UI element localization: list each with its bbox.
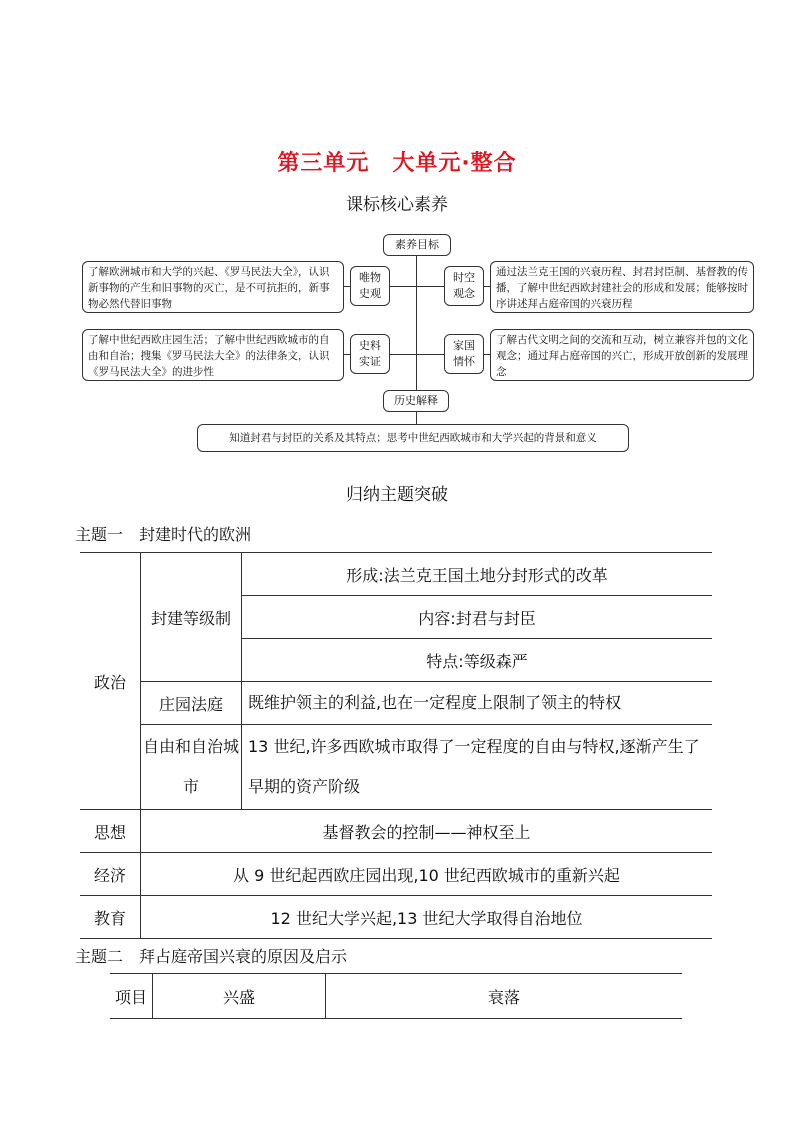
table-row [80,853,712,896]
theme2-heading: 主题二 拜占庭帝国兴衰的原因及启示 [75,947,348,966]
text-time-space: 通过法兰克王国的兴衰历程、封君封臣制、基督教的传播，了解中世纪西欧封建社会的形成和发展；能够按时序讲述拜占庭帝国的兴衰历程 [490,261,754,313]
category-thought: 思想 [80,810,141,853]
thought-text: 基督教会的控制——神权至上 [141,810,713,853]
table-row [80,725,712,810]
manor-text: 既维护领主的利益,也在一定程度上限制了领主的特权 [242,682,713,725]
trunk-line [416,256,417,390]
col-prosperity: 兴盛 [153,974,326,1019]
subcategory-city: 自由和自治城市 [141,725,242,810]
col-decline: 衰落 [326,974,683,1019]
table-row [80,682,712,725]
section-heading-core-literacy: 课标核心素养 [346,195,448,215]
theme1-table [80,552,712,939]
node-historical-interpretation: 历史解释 [383,390,449,412]
feudal-content: 内容:封君与封臣 [242,596,713,639]
category-economy: 经济 [80,853,141,896]
text-evidence: 了解中世纪西欧庄园生活；了解中世纪西欧城市的自由和自治；搜集《罗马民法大全》的法律条文，认识《罗马民法大全》的进步性 [82,329,344,381]
text-patriotism: 了解古代文明之间的交流和互动，树立兼容并包的文化观念；通过拜占庭帝国的兴亡，形成开放创新的发展理念 [490,329,754,381]
feudal-feature: 特点:等级森严 [242,639,713,682]
node-time-space: 时空 观念 [444,266,484,306]
bottom-connector [416,412,417,424]
branch-line-upper [389,286,444,287]
feudal-formation: 形成:法兰克王国土地分封形式的改革 [242,553,713,596]
theme1-heading: 主题一 封建时代的欧洲 [75,525,252,544]
subcategory-feudal: 封建等级制 [141,553,242,682]
table-row [110,974,682,1019]
city-text: 13 世纪,许多西欧城市取得了一定程度的自由与特权,逐渐产生了早期的资产阶级 [242,725,713,810]
theme2-table [110,973,682,1019]
node-patriotism: 家国 情怀 [444,334,484,374]
economy-text: 从 9 世纪起西欧庄园出现,10 世纪西欧城市的重新兴起 [141,853,713,896]
node-evidence: 史料 实证 [350,334,390,374]
text-historical-interpretation: 知道封君与封臣的关系及其特点；思考中世纪西欧城市和大学兴起的背景和意义 [197,424,629,452]
page-title: 第三单元 大单元·整合 [277,151,517,176]
node-historical-materialism: 唯物 史观 [350,266,390,306]
branch-line-lower [389,354,444,355]
category-education: 教育 [80,896,141,939]
table-row [80,896,712,939]
col-item: 项目 [110,974,153,1019]
section-heading-themes: 归纳主题突破 [346,485,448,505]
subcategory-manor: 庄园法庭 [141,682,242,725]
node-literacy-goals: 素养目标 [383,234,451,256]
table-row [80,553,712,596]
text-historical-materialism: 了解欧洲城市和大学的兴起、《罗马民法大全》，认识新事物的产生和旧事物的灭亡，是不可抗拒的，新事物必然代替旧事物 [82,261,344,313]
category-politics: 政治 [80,553,141,810]
table-row [80,810,712,853]
education-text: 12 世纪大学兴起,13 世纪大学取得自治地位 [141,896,713,939]
